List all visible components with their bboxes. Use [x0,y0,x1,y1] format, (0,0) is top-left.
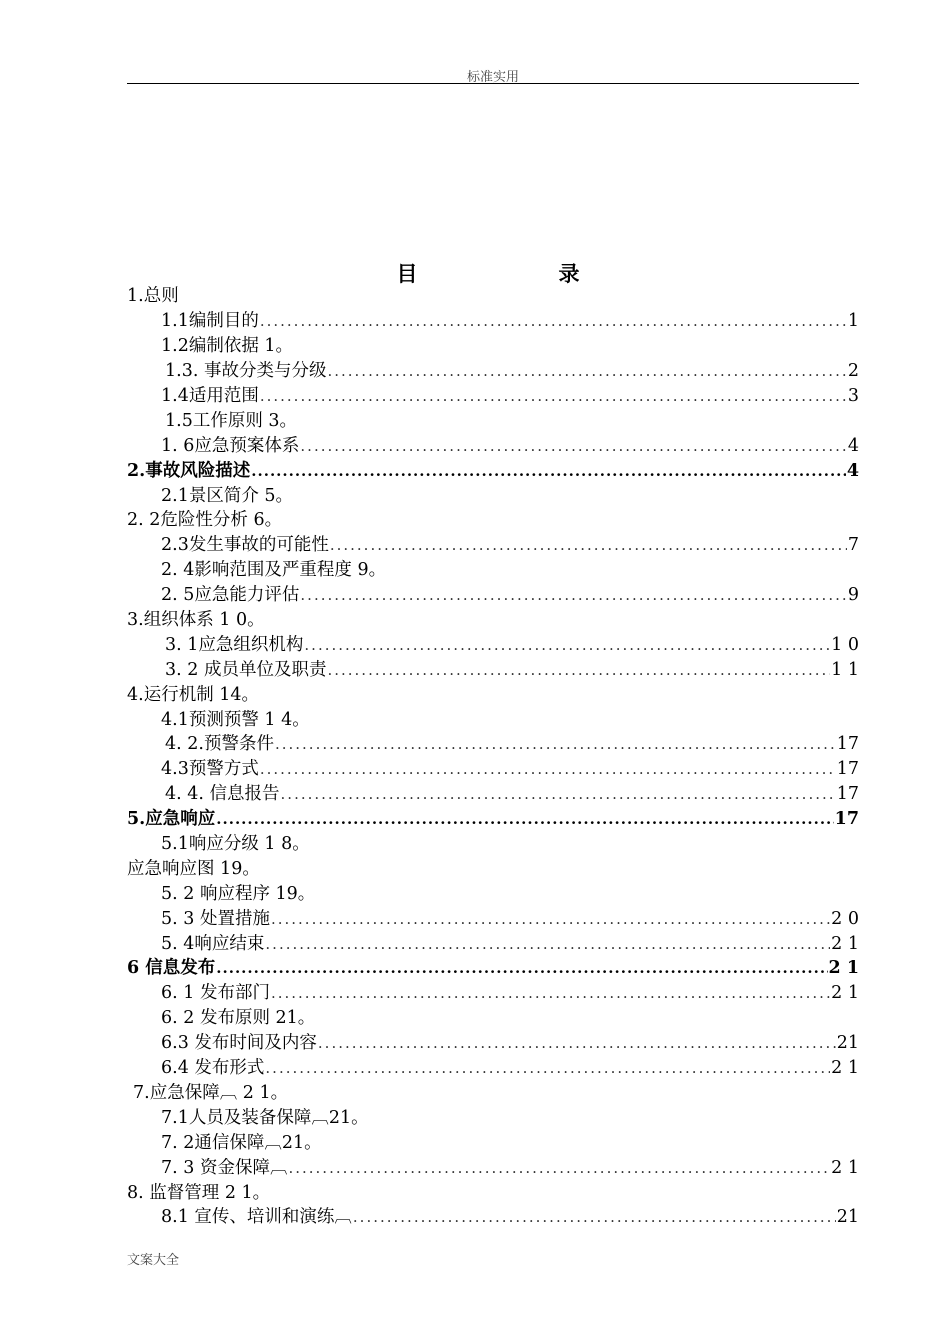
toc-entry[interactable] [127,359,859,384]
toc-entry[interactable] [127,1105,859,1130]
toc-entry[interactable] [127,757,859,782]
toc-entry-page: 3 [847,386,859,406]
toc-entry-page: 2 0 [831,908,859,929]
toc-entry-label: 3. 2 成员单位及职责 [165,659,327,680]
toc-title: 目 录 [396,261,640,286]
toc-entry-label: 1.4适用范围 [161,386,259,406]
toc-entry-label: 8. 监督管理 2 1。 [127,1182,271,1203]
toc-entry-label: 2.1景区简介 5。 [161,485,294,506]
toc-entry-label: 3. 1应急组织机构 [165,634,304,655]
dot-leader [216,807,833,831]
toc-entry-label: 1.5工作原则 3。 [165,410,298,431]
toc-entry-label: 6. 2 发布原则 21。 [161,1008,316,1029]
toc-entry[interactable] [127,408,859,433]
toc-entry[interactable] [127,981,859,1006]
toc-entry-label: 7. 2通信保障︹21。 [161,1132,322,1153]
toc-entry-page: 17 [836,734,859,755]
toc-entry-label: 5. 3 处置措施 [161,908,270,929]
toc-entry[interactable] [127,956,859,981]
toc-entry[interactable] [127,583,859,608]
toc-entry[interactable] [127,508,859,533]
toc-entry[interactable] [127,608,859,633]
dot-leader [327,359,846,383]
toc-entry-page: 2 1 [828,958,859,979]
dot-leader [300,434,846,458]
toc-entry-page: 4 [847,435,859,456]
toc-entry-label: 4.3预警方式 [161,759,259,780]
toc-entry-label: 4. 4. 信息报告 [165,784,280,805]
toc-entry[interactable] [127,832,859,857]
toc-entry-page: 17 [834,809,859,830]
toc-entry[interactable] [127,1056,859,1081]
toc-entry-label: 2. 2危险性分析 6。 [127,510,283,531]
toc-entry-page: 9 [847,585,859,606]
dot-leader [353,1205,836,1229]
toc-entry-page: 2 1 [831,983,859,1004]
page-header: 标准实用 [466,70,519,85]
dot-leader [281,782,836,806]
toc-entry[interactable] [127,657,859,682]
toc-entry-label: 6. 1 发布部门 [161,983,270,1004]
toc-entry[interactable] [127,782,859,807]
toc-entry-label: 6.4 发布形式 [161,1058,265,1079]
toc-entry[interactable] [127,732,859,757]
toc-entry-label: 5. 2 响应程序 19。 [161,883,316,904]
toc-entry[interactable] [127,483,859,508]
toc-entry[interactable] [127,458,859,483]
table-of-contents [127,284,859,1230]
toc-entry[interactable] [127,1031,859,1056]
toc-entry-page: 1 0 [831,634,859,655]
toc-entry[interactable] [127,558,859,583]
header-divider [127,83,859,84]
toc-entry-page: 17 [836,759,859,780]
toc-entry-label: 6.3 发布时间及内容 [161,1033,317,1054]
toc-entry-page: 1 1 [831,659,859,680]
toc-entry[interactable] [127,1155,859,1180]
toc-entry-page: 21 [836,1033,859,1054]
toc-entry-label: 1.总则 [127,286,179,307]
toc-entry[interactable] [127,906,859,931]
toc-entry-label: 8.1 宣传、培训和演练︹ [161,1207,352,1228]
dot-leader [271,981,830,1005]
toc-entry[interactable] [127,807,859,832]
dot-leader [300,583,846,607]
toc-entry-label: 5.1响应分级 1 8。 [161,834,310,855]
toc-entry[interactable] [127,881,859,906]
toc-entry[interactable] [127,856,859,881]
toc-entry[interactable] [127,433,859,458]
dot-leader [271,907,830,931]
toc-entry-page: 17 [836,784,859,805]
dot-leader [304,633,830,657]
dot-leader [260,757,836,781]
toc-entry[interactable] [127,1081,859,1106]
toc-entry[interactable] [127,632,859,657]
toc-entry[interactable] [127,931,859,956]
toc-entry-page: 21 [836,1207,859,1228]
toc-entry-label: 4.运行机制 14。 [127,684,260,705]
dot-leader [327,658,830,682]
toc-entry-label: 3.组织体系 1 0。 [127,610,265,631]
dot-leader [251,459,846,483]
dot-leader [275,732,836,756]
toc-entry-label: 6 信息发布 [127,958,216,979]
toc-entry-label: 7. 3 资金保障︹ [161,1157,288,1178]
toc-entry-page: 1 [847,311,859,332]
dot-leader [265,932,830,956]
toc-entry-label: 4. 2.预警条件 [165,734,274,755]
toc-entry[interactable] [127,682,859,707]
toc-entry-label: 5. 4响应结束 [161,933,265,954]
toc-entry-page: 2 1 [831,1058,859,1079]
toc-entry-label: 应急响应图 19。 [127,858,260,879]
toc-entry-label: 2.事故风险描述 [127,460,251,481]
toc-entry-label: 2. 4影响范围及严重程度 9。 [161,560,387,581]
dot-leader [318,1031,836,1055]
toc-entry[interactable] [127,309,859,334]
toc-entry[interactable] [127,1180,859,1205]
toc-entry[interactable] [127,384,859,409]
toc-entry-page: 2 1 [831,933,859,954]
toc-entry-page: 4 [846,460,859,481]
toc-entry-page: 7 [847,535,859,556]
dot-leader [260,309,847,333]
toc-entry[interactable] [127,1130,859,1155]
toc-entry[interactable] [127,533,859,558]
toc-entry[interactable] [127,334,859,359]
dot-leader [330,533,847,557]
toc-entry-label: 1. 6应急预案体系 [161,435,300,456]
toc-entry-label: 4.1预测预警 1 4。 [161,709,310,730]
dot-leader [216,956,827,980]
toc-entry-label: 7.应急保障︹ 2 1。 [133,1082,289,1103]
dot-leader [265,1056,830,1080]
toc-entry[interactable] [127,707,859,732]
toc-entry-page: 2 1 [831,1157,859,1178]
page-footer: 文案大全 [127,1253,180,1268]
toc-entry[interactable] [127,1205,859,1230]
dot-leader [260,384,847,408]
dot-leader [288,1156,830,1180]
toc-entry-label: 1.2编制依据 1。 [161,336,294,357]
toc-entry-label: 1.3. 事故分类与分级 [165,361,327,382]
toc-entry-label: 2. 5应急能力评估 [161,585,300,606]
toc-entry[interactable] [127,284,859,309]
toc-entry-page: 2 [847,361,859,382]
toc-entry-label: 7.1人员及装备保障︹21。 [161,1107,369,1128]
toc-entry-label: 2.3发生事故的可能性 [161,535,329,556]
toc-entry[interactable] [127,1006,859,1031]
toc-entry-label: 5.应急响应 [127,809,216,830]
toc-entry-label: 1.1编制目的 [161,311,259,332]
